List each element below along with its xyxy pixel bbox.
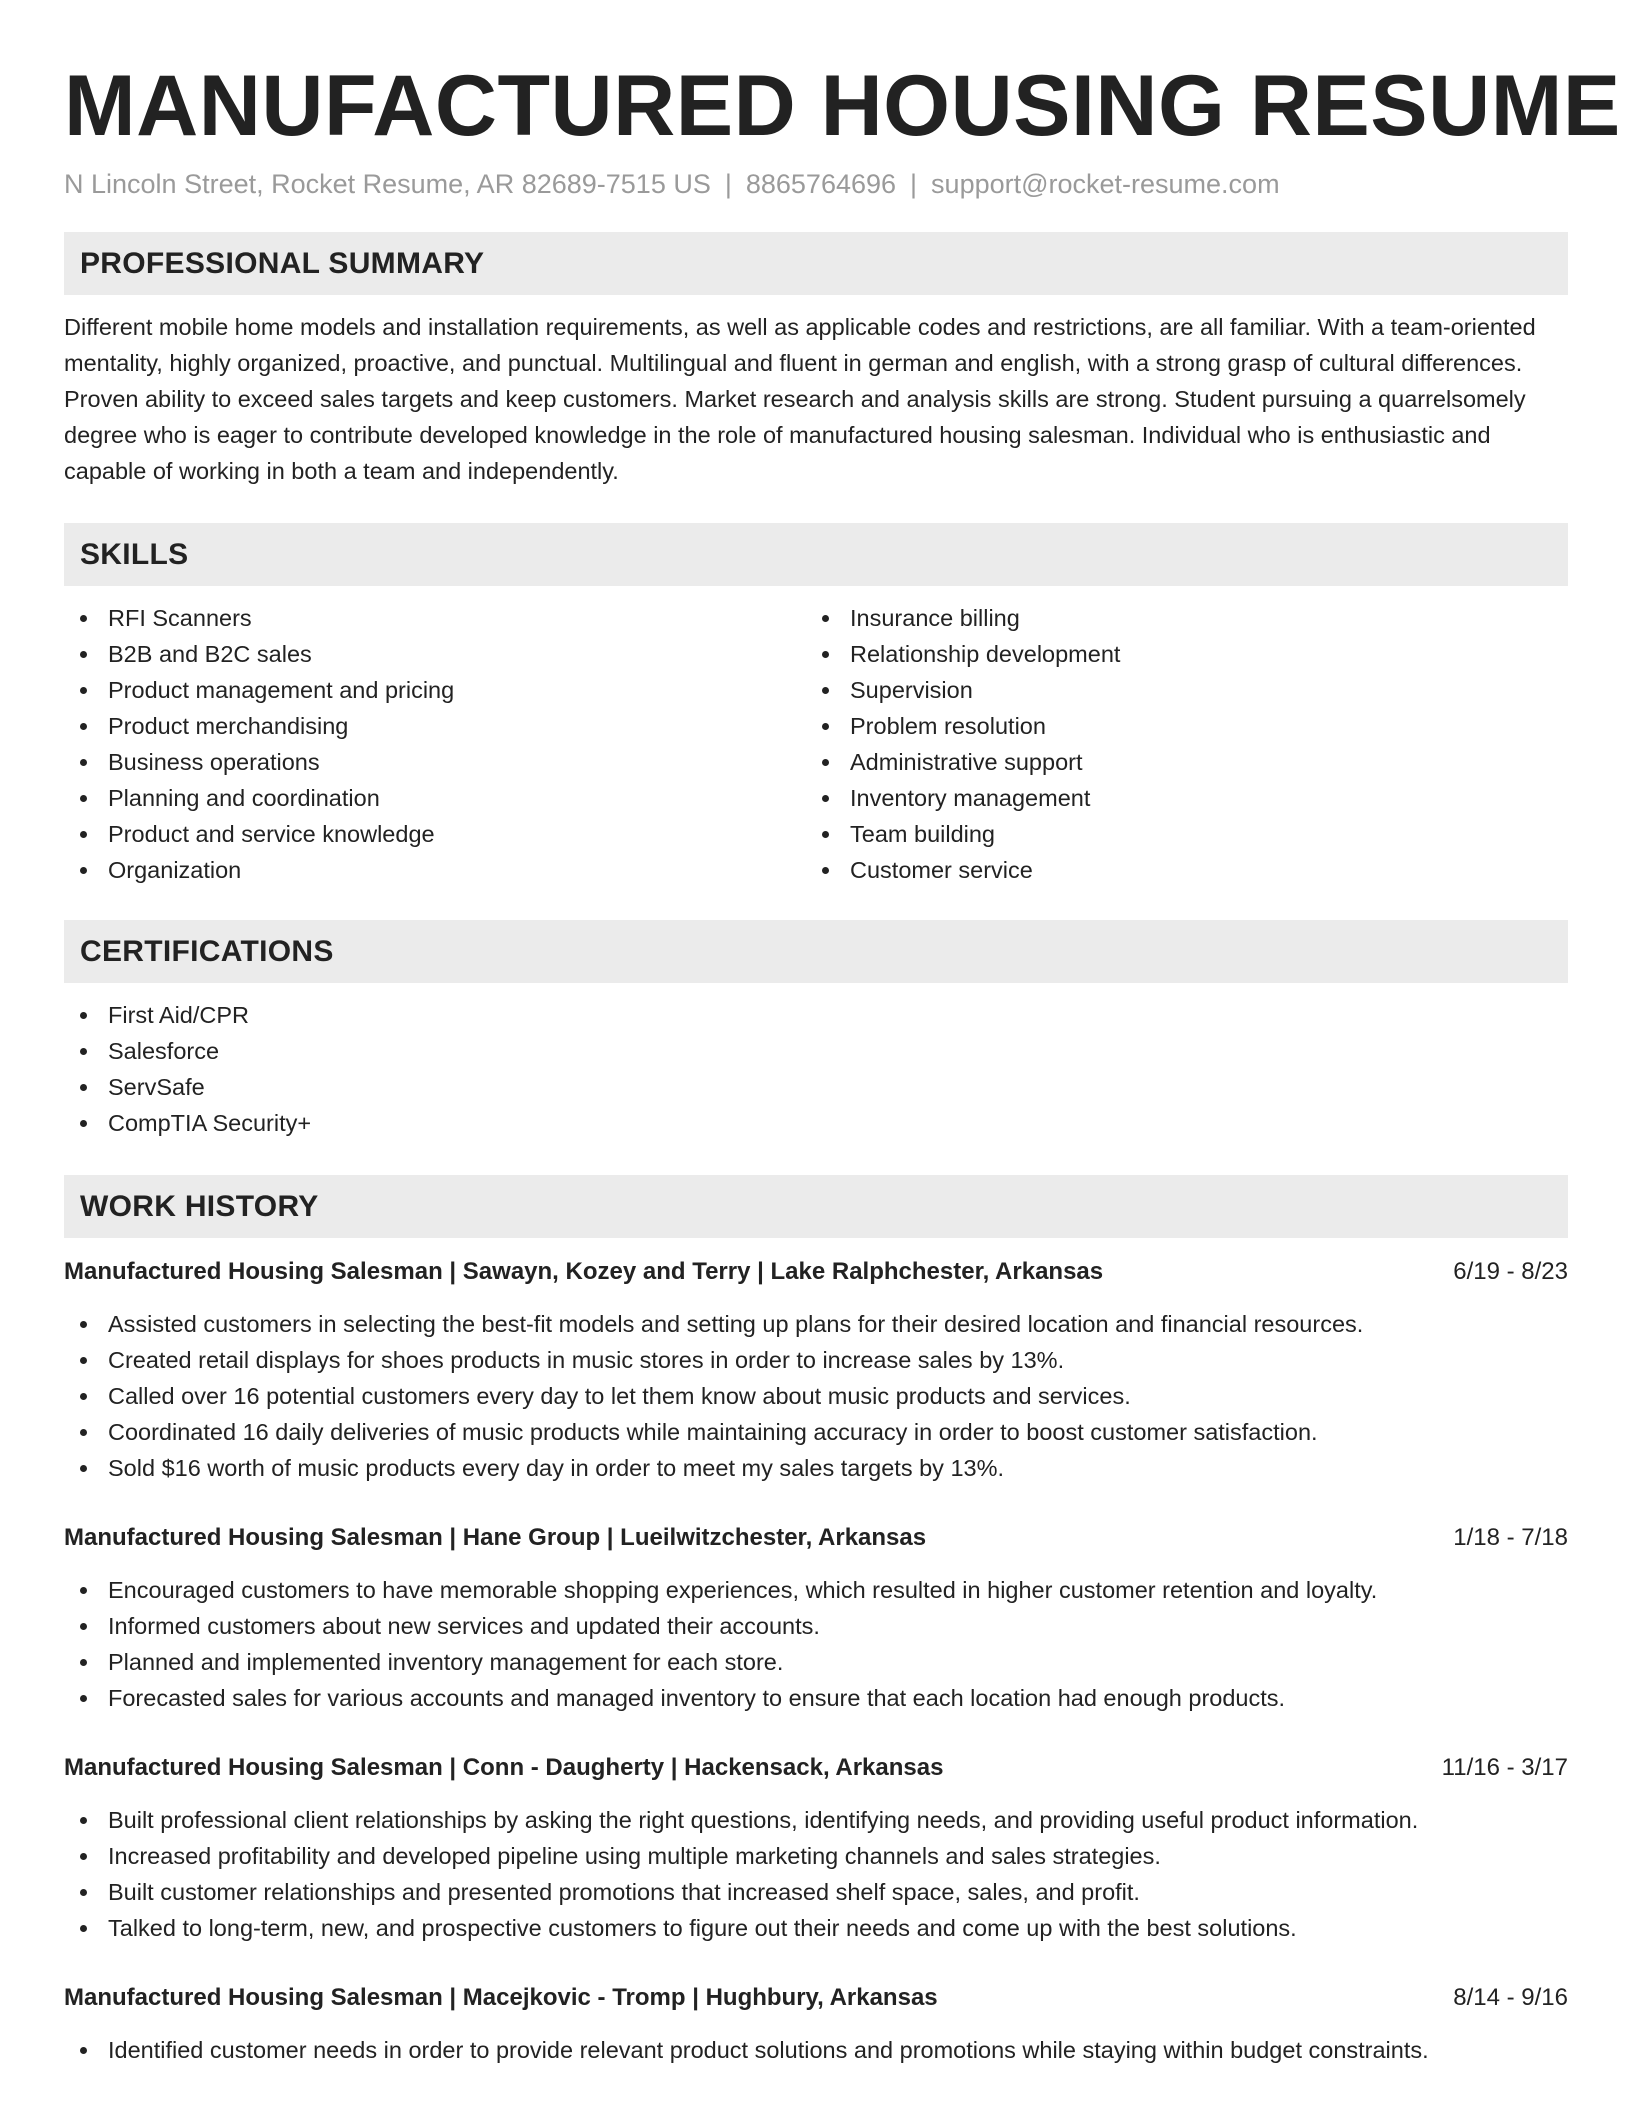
job-bullet: Identified customer needs in order to provide relevant product solutions and promotions while staying within budget constraints. [64, 2032, 1568, 2068]
skill-item: Planning and coordination [64, 780, 806, 816]
job-bullet: Talked to long-term, new, and prospective customers to figure out their needs and come up with the best solutions. [64, 1910, 1568, 1946]
skill-item: Product and service knowledge [64, 816, 806, 852]
job-bullets [64, 2032, 1568, 2068]
job-bullet: Planned and implemented inventory management for each store. [64, 1644, 1568, 1680]
job-bullet: Sold $16 worth of music products every day in order to meet my sales targets by 13%. [64, 1450, 1568, 1486]
job-bullet: Informed customers about new services and updated their accounts. [64, 1608, 1568, 1644]
certifications-list [64, 997, 1568, 1141]
contact-line [64, 166, 1568, 202]
job-title: Manufactured Housing Salesman | Hane Group | Lueilwitzchester, Arkansas [64, 1524, 927, 1551]
job-bullet: Forecasted sales for various accounts and managed inventory to ensure that each location had enough products. [64, 1680, 1568, 1716]
job-dates: 11/16 - 3/17 [1441, 1754, 1568, 1781]
skill-item: Customer service [806, 852, 1548, 888]
skill-item: Organization [64, 852, 806, 888]
work-history-header: WORK HISTORY [64, 1175, 1568, 1238]
job-header [64, 1980, 1568, 2016]
skill-item: Supervision [806, 672, 1548, 708]
job-bullets [64, 1306, 1568, 1486]
skills-grid [64, 600, 1568, 888]
job-bullet: Called over 16 potential customers every day to let them know about music products and services. [64, 1378, 1568, 1414]
job-dates: 1/18 - 7/18 [1453, 1524, 1568, 1551]
certifications-header: CERTIFICATIONS [64, 920, 1568, 983]
summary-header: PROFESSIONAL SUMMARY [64, 232, 1568, 295]
certification-item: CompTIA Security+ [64, 1105, 1568, 1141]
job-bullet: Created retail displays for shoes products in music stores in order to increase sales by 13%. [64, 1342, 1568, 1378]
skill-item: Inventory management [806, 780, 1548, 816]
job-header [64, 1750, 1568, 1786]
job-entry [64, 1750, 1568, 1946]
skill-item: Product merchandising [64, 708, 806, 744]
job-title: Manufactured Housing Salesman | Macejkovic - Tromp | Hughbury, Arkansas [64, 1984, 938, 2011]
job-bullet: Increased profitability and developed pipeline using multiple marketing channels and sales strategies. [64, 1838, 1568, 1874]
job-dates: 8/14 - 9/16 [1453, 1984, 1568, 2011]
contact-separator: | [910, 169, 918, 199]
skill-item: Business operations [64, 744, 806, 780]
job-entry [64, 1980, 1568, 2068]
resume-page [64, 56, 1621, 2068]
job-dates: 6/19 - 8/23 [1453, 1258, 1568, 1285]
contact-address: N Lincoln Street, Rocket Resume, AR 82689-7515 US [64, 169, 711, 199]
certification-item: ServSafe [64, 1069, 1568, 1105]
job-bullet: Built professional client relationships by asking the right questions, identifying needs, and providing useful product information. [64, 1802, 1568, 1838]
skills-header: SKILLS [64, 523, 1568, 586]
contact-email: support@rocket-resume.com [931, 169, 1280, 199]
job-bullets [64, 1572, 1568, 1716]
skill-item: Product management and pricing [64, 672, 806, 708]
job-bullet: Coordinated 16 daily deliveries of music products while maintaining accuracy in order to boost customer satisfaction. [64, 1414, 1568, 1450]
contact-phone: 8865764696 [745, 169, 897, 199]
job-header [64, 1254, 1568, 1290]
skill-item: Problem resolution [806, 708, 1548, 744]
skill-item: Relationship development [806, 636, 1548, 672]
contact-separator: | [724, 169, 732, 199]
certification-item: Salesforce [64, 1033, 1568, 1069]
skill-item: Insurance billing [806, 600, 1548, 636]
skill-item: RFI Scanners [64, 600, 806, 636]
job-header [64, 1520, 1568, 1556]
resume-title: MANUFACTURED HOUSING RESUME [64, 58, 1621, 154]
skills-right-list [806, 600, 1548, 888]
job-bullet: Assisted customers in selecting the best-fit models and setting up plans for their desired location and financial resources. [64, 1306, 1568, 1342]
job-bullet: Encouraged customers to have memorable shopping experiences, which resulted in higher customer retention and loyalty. [64, 1572, 1568, 1608]
job-bullets [64, 1802, 1568, 1946]
certification-item: First Aid/CPR [64, 997, 1568, 1033]
job-title: Manufactured Housing Salesman | Sawayn, Kozey and Terry | Lake Ralphchester, Arkansas [64, 1258, 1104, 1285]
skill-item: Team building [806, 816, 1548, 852]
job-entry [64, 1520, 1568, 1716]
summary-text: Different mobile home models and installation requirements, as well as applicable codes and restrictions, are all familiar. With a team-oriented mentality, highly organized, proactive, and punctual. Multilingual and fluent in german and english, with a strong grasp of cultural differences. Proven ability to exceed sales targets and keep customers. Market research and analysis skills are strong. Student pursuing a quarrelsomely degree who is eager to contribute developed knowledge in the role of manufactured housing salesman. Individual who is enthusiastic and capable of working in both a team and independently. [64, 314, 1536, 484]
skill-item: Administrative support [806, 744, 1548, 780]
job-title: Manufactured Housing Salesman | Conn - Daugherty | Hackensack, Arkansas [64, 1754, 944, 1781]
skill-item: B2B and B2C sales [64, 636, 806, 672]
job-entry [64, 1254, 1568, 1486]
skills-left-list [64, 600, 806, 888]
job-bullet: Built customer relationships and presented promotions that increased shelf space, sales, and profit. [64, 1874, 1568, 1910]
